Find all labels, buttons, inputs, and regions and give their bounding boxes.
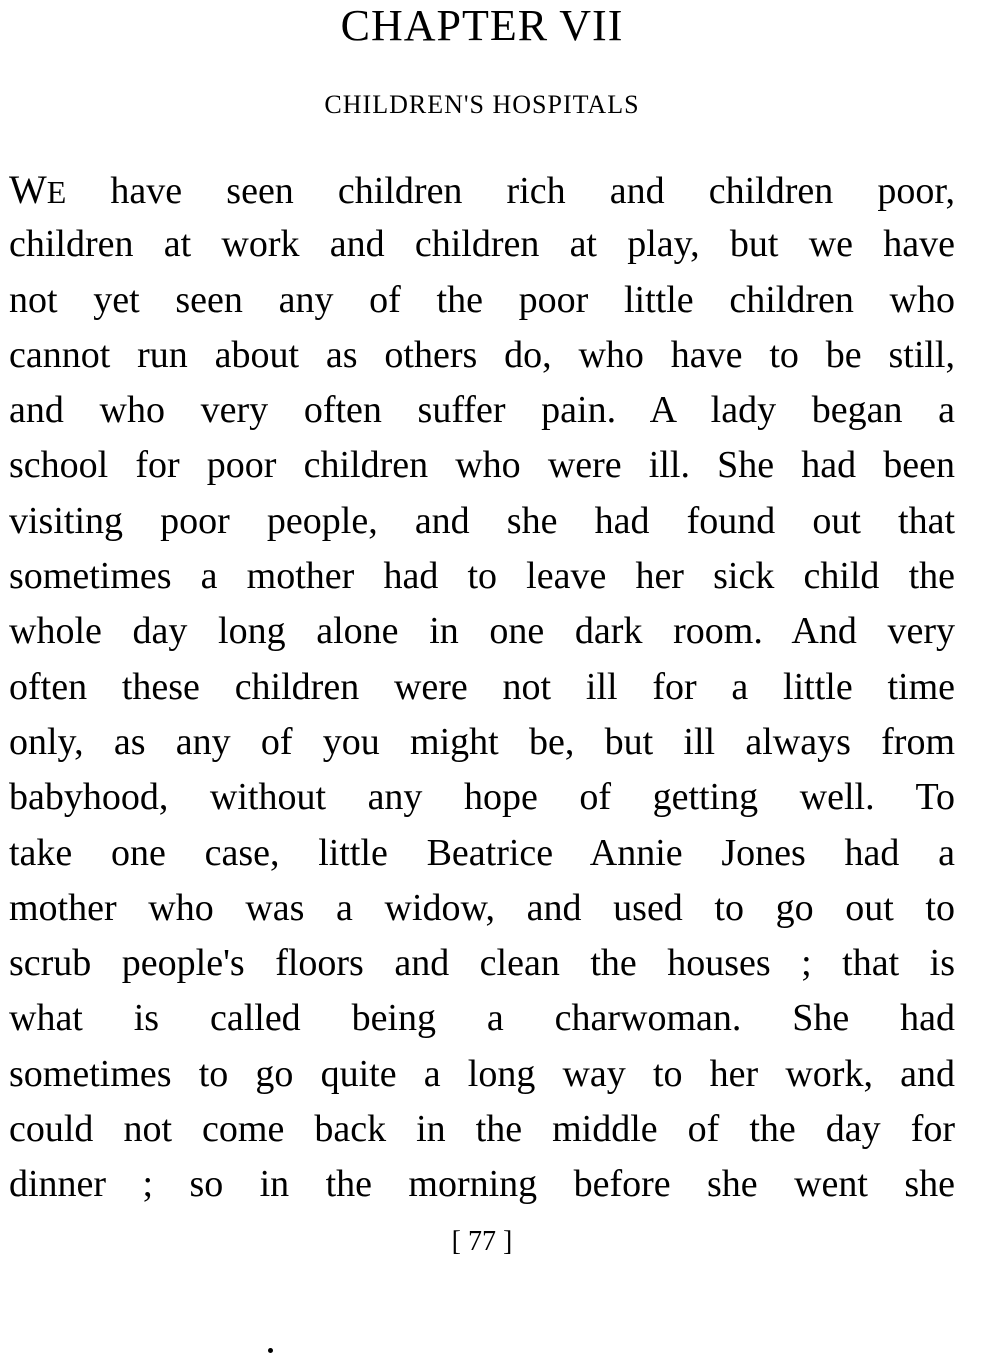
text-line-5: and who very often suffer pain. A lady began a (9, 389, 955, 432)
text-line-12: babyhood, without any hope of getting well. To (9, 776, 955, 819)
text-line-11: only, as any of you might be, but ill always from (9, 720, 955, 763)
text-line-7: visiting poor people, and she had found out that (9, 499, 955, 542)
text-line-1-rest: have seen children rich and children poor, (66, 170, 955, 212)
text-line-6: school for poor children who were ill. She had been (9, 444, 955, 487)
text-line-10: often these children were not ill for a little time (9, 665, 955, 708)
text-line-3: not yet seen any of the poor little children who (9, 278, 955, 321)
text-line-15: scrub people's floors and clean the houses ; that is (9, 942, 955, 985)
text-line-2: children at work and children at play, but we have (9, 223, 955, 266)
body-text (9, 162, 955, 1213)
text-line-17: sometimes to go quite a long way to her work, and (9, 1052, 955, 1095)
chapter-subtitle: CHILDREN'S HOSPITALS (324, 90, 640, 119)
chapter-title: CHAPTER VII (340, 1, 624, 50)
drop-initial: W (9, 167, 47, 212)
text-line-9: whole day long alone in one dark room. And very (9, 610, 955, 653)
scan-speck (268, 1348, 273, 1353)
text-line-14: mother who was a widow, and used to go out to (9, 886, 955, 929)
text-line-8: sometimes a mother had to leave her sick child the (9, 555, 955, 598)
text-line-16: what is called being a charwoman. She had (9, 997, 955, 1040)
text-line-19: dinner ; so in the morning before she went she (9, 1163, 955, 1206)
drop-initial-rest: E (46, 174, 67, 210)
page-number: [ 77 ] (451, 1226, 513, 1257)
text-line-4: cannot run about as others do, who have to be still, (9, 333, 955, 376)
text-line-18: could not come back in the middle of the day for (9, 1108, 955, 1151)
text-line-1 (9, 162, 955, 217)
text-line-13: take one case, little Beatrice Annie Jones had a (9, 831, 955, 874)
